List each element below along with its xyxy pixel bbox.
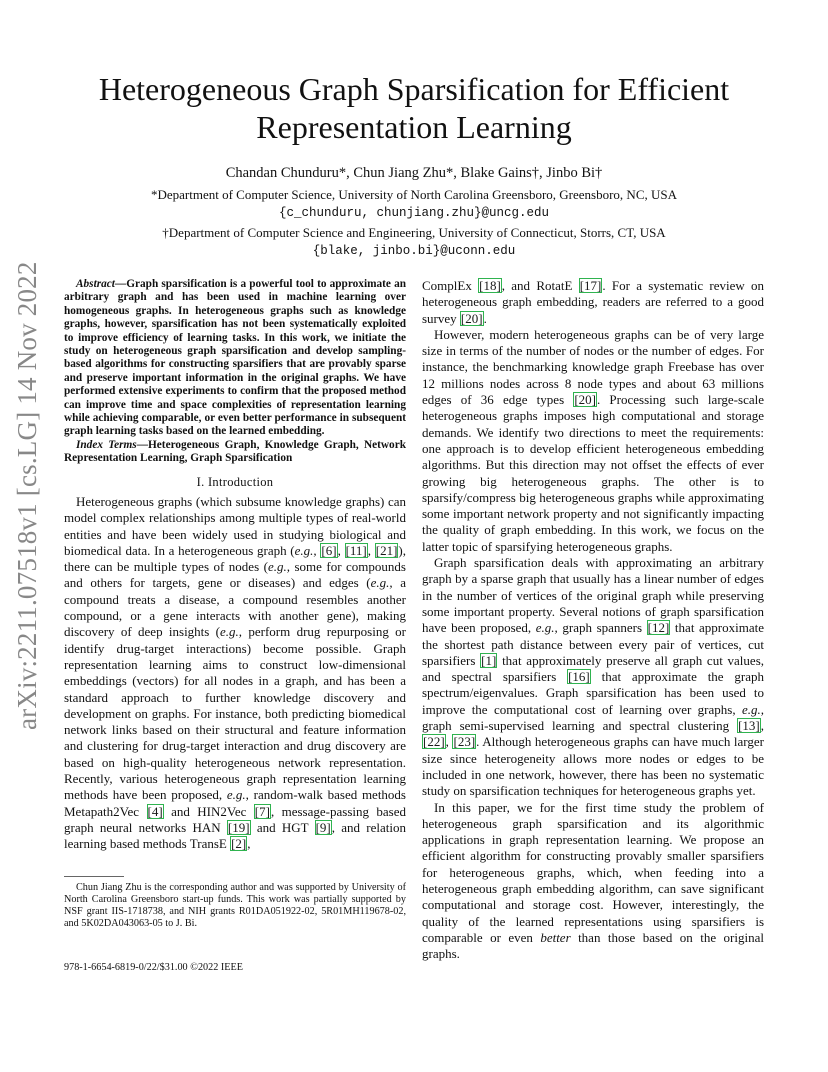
index-terms-label: Index Terms — [76, 438, 137, 451]
index-terms — [64, 439, 406, 466]
citation-link[interactable]: [1] — [481, 652, 497, 668]
body-text: ComplEx — [422, 278, 479, 293]
body-text: random-walk based methods Metapath2Vec — [64, 787, 406, 819]
citation-link[interactable]: [4] — [147, 803, 163, 819]
italic-text: e.g., — [535, 620, 558, 636]
italic-text: e.g., — [741, 701, 764, 717]
body-text: and HGT — [250, 819, 315, 835]
footnote: Chun Jiang Zhu is the corresponding author and was supported by University of North Carolina Greensboro start-up funds. This work was partially supported by NSF grant IIS-1718738, and NIH grants R01DA051922-02, 5R01MH119678-02, and 5K02DA043063-05 to J. Bi. — [64, 882, 406, 929]
body-text: , and RotatE — [501, 278, 579, 293]
email-uconn: {blake, jinbo.bi}@uconn.edu — [312, 244, 516, 258]
body-text: and HIN2Vec — [163, 803, 254, 819]
body-paragraph — [422, 800, 764, 963]
body-paragraph — [422, 327, 764, 555]
body-text: , — [247, 836, 251, 852]
citation-link[interactable]: [12] — [647, 620, 670, 636]
body-text: ), there can be multiple types of nodes ( — [64, 542, 407, 575]
section-heading-introduction: I. Introduction — [196, 474, 274, 489]
italic-text: e.g., — [370, 575, 393, 591]
italic-text: e.g., — [226, 787, 249, 803]
body-text: some for compounds and others for targets, gene or diseases) and edges ( — [64, 559, 406, 591]
body-text: a compound treats a disease, a compound resembles another compound, or a gene interacts with another gene), making discovery of deep insights ( — [64, 575, 406, 640]
citation-link[interactable]: [11] — [345, 542, 367, 558]
body-paragraph — [422, 555, 764, 799]
citation-link[interactable]: [18] — [479, 278, 501, 293]
footnote-rule — [64, 876, 124, 877]
citation-link[interactable]: [21] — [375, 542, 398, 558]
abstract-text: —Graph sparsification is a powerful tool to approximate an arbitrary graph and has been used in machine learning over homogeneous graphs. In heterogeneous graphs such as knowledge graphs, however, sparsification has not been systematically exploited to improve efficiency of learning tasks. In this work, we initiate the study on heterogeneous graph sparsification and develop sampling-based algorithms for constructing sparsifiers that are provably sparse and preserve important information in the original graphs. We have performed extensive experiments to confirm that the proposed method can improve time and space complexities of representation learning while achieving comparable, or even better performance in subsequent graph learning tasks based on the learned embedding. — [64, 278, 406, 438]
italic-text: better — [540, 929, 571, 945]
body-text: . Although heterogeneous graphs can have much larger size since heterogeneity allows more nodes or edges to be included in one network, however, there has been no systematic study on sparsification techniques for heterogeneous graphs yet. — [422, 734, 764, 799]
body-text: , and relation learning based methods TransE — [64, 819, 406, 852]
body-text: . Processing such large-scale heterogeneous graphs imposes high computational and storage demands. We identify two directions to meet the requirements: one approach is to develop efficient heterogeneous embedding algorithms. But this direction may not offset the effects of ever growing big heterogeneous graphs. The other is to sparsify/compress big heterogeneous graphs while approximating some important network property and not significantly impacting the quality of graph embedding. In this work, we focus on the latter topic of sparsifying heterogeneous graphs. — [422, 392, 764, 554]
body-text: that approximately preserve all graph cut values, and spectral sparsifiers — [422, 652, 764, 685]
citation-link[interactable]: [20] — [460, 310, 483, 326]
body-text: , message-passing based graph neural networks HAN — [64, 803, 406, 835]
body-text: In this paper, we for the first time study the problem of heterogeneous graph sparsification and its algorithmic applications in graph representation learning. We propose an efficient algorithm for constructing provably smaller sparsifiers for heterogeneous graphs, which, when feeding into a heterogeneous graph embedding algorithm, can save significant computational and storage cost. However, interestingly, the quality of the learned representations using sparsifiers is comparable or even — [422, 799, 764, 945]
italic-text: e.g., — [220, 624, 243, 640]
body-text: graph spanners — [557, 620, 647, 636]
body-text: , — [367, 542, 375, 558]
body-text: Graph sparsification deals with approximating an arbitrary graph by a sparse graph that usually has a linear number of edges in the number of vertices of the original graph while preserving some important property. Several notions of graph sparsification have been proposed, — [422, 555, 764, 636]
citation-link[interactable]: [2] — [231, 836, 247, 852]
arxiv-stamp: arXiv:2211.07518v1 [cs.LG] 14 Nov 2022 — [12, 261, 42, 730]
citation-link[interactable]: [17] — [579, 278, 602, 293]
body-text: that approximate the graph spectrum/eigenvalues. Graph sparsification has been used to improve the computational cost of learning over graphs, — [422, 669, 765, 717]
right-column — [422, 278, 764, 962]
italic-text: e.g., — [267, 559, 290, 575]
copyright-notice: 978-1-6654-6819-0/22/$31.00 ©2022 IEEE — [64, 962, 243, 973]
body-text: that approximate the shortest path distance between every pair of vertices, cut sparsifiers — [422, 620, 764, 668]
abstract-label: Abstract — [76, 278, 115, 290]
body-text: , — [760, 718, 764, 734]
affiliation-uncg: *Department of Computer Science, University of North Carolina Greensboro, Greensboro, NC, USA — [150, 187, 678, 202]
citation-link[interactable]: [23] — [453, 734, 476, 750]
body-text: than those based on the original graphs. — [422, 929, 764, 962]
index-terms-text: —Heterogeneous Graph, Knowledge Graph, Network Representation Learning, Graph Sparsification — [64, 438, 406, 465]
citation-link[interactable]: [22] — [423, 734, 445, 750]
body-text: , — [445, 734, 453, 750]
intro-paragraph — [64, 494, 406, 853]
author-names: Chandan Chunduru*, Chun Jiang Zhu*, Blake Gains†, Jinbo Bi† — [225, 165, 603, 181]
citation-link[interactable]: [20] — [574, 392, 596, 408]
body-paragraph — [422, 278, 764, 327]
body-text: , — [337, 542, 345, 558]
body-text: Heterogeneous graphs (which subsume knowledge graphs) can model complex relationships among multiple types of real-world entities and have been widely used in studying biological and biomedical data. In a heterogeneous graph ( — [64, 493, 406, 558]
italic-text: e.g., — [294, 542, 317, 558]
body-text: graph semi-supervised learning and spectral clustering — [422, 718, 738, 734]
affiliation-uconn: †Department of Computer Science and Engineering, University of Connecticut, Storrs, CT, USA — [162, 225, 666, 240]
citation-link[interactable]: [6] — [321, 542, 337, 558]
citation-link[interactable]: [19] — [227, 819, 250, 835]
email-uncg: {c_chunduru, chunjiang.zhu}@uncg.edu — [278, 206, 550, 220]
body-text: . For a systematic review on heterogeneous graph embedding, readers are referred to a good survey — [422, 278, 765, 326]
abstract — [64, 278, 406, 439]
citation-link[interactable]: [7] — [254, 803, 270, 819]
author-block — [60, 164, 768, 261]
citation-link[interactable]: [16] — [568, 669, 590, 685]
left-column — [64, 278, 406, 853]
body-text: However, modern heterogeneous graphs can be of very large size in terms of the number of nodes or the number of edges. For instance, the benchmarking knowledge graph Freebase has over 12 millions nodes across 8 node types and about 63 millions edges of 36 edge types — [422, 326, 764, 408]
body-text: perform drug repurposing or identify drug-target interactions) become possible. Graph representation learning aims to construct low-dimensional embeddings (vectors) for all nodes in a graph, and has been a standard approach to further knowledge discovery and development on graphs. For instance, both predicting biomedical network links based on their structural and feature information and clustering for drug-target interaction and drug discovery are based on high-quality heterogeneous network representation. Recently, various heterogeneous graph representation learning methods have been proposed, — [64, 624, 406, 803]
citation-link[interactable]: [13] — [738, 718, 760, 734]
citation-link[interactable]: [9] — [315, 819, 331, 835]
paper-title: Heterogeneous Graph Sparsification for Efficient Representation Learning — [98, 71, 730, 145]
body-text: . — [483, 310, 487, 326]
